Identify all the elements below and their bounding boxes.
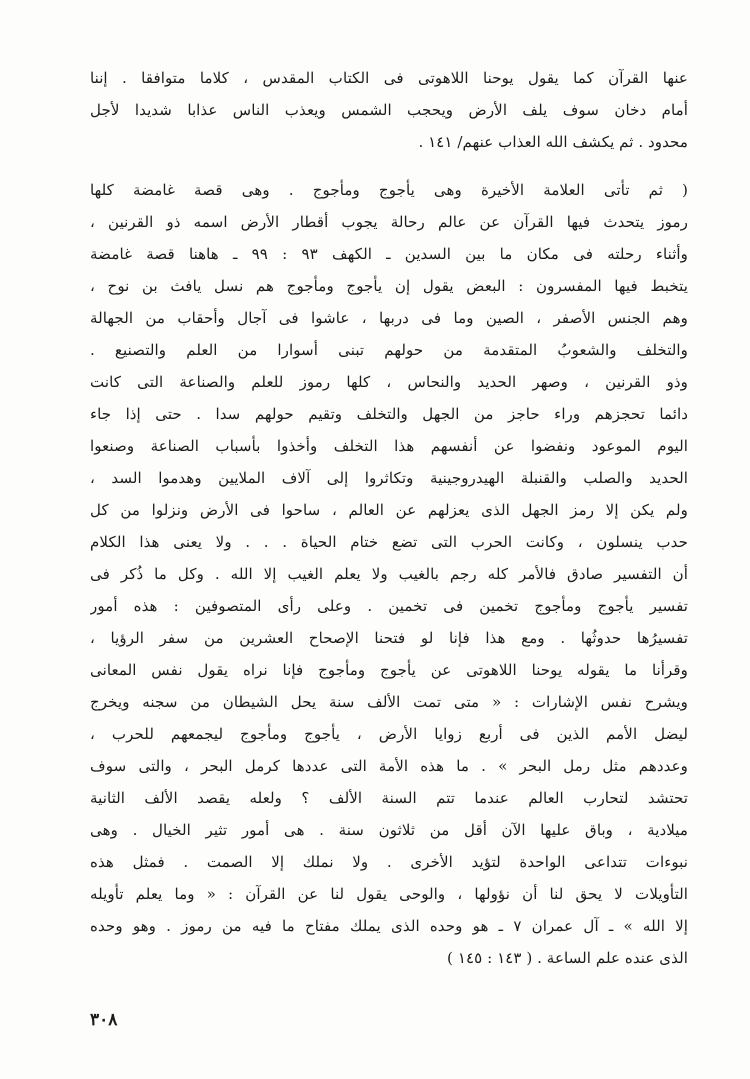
- text-line: وعددهم مثل رمل البحر » . ما هذه الأمة التى عددها كرمل البحر ، والتى سوف: [90, 757, 688, 775]
- text-line: وقرأنا ما يقوله يوحنا اللاهوتى عن يأجوج ومأجوج فإنا نراه يقول نفس المعانى: [90, 661, 688, 679]
- paragraph-1: [90, 62, 688, 158]
- text-line: الذى عنده علم الساعة . ( ١٤٣ : ١٤٥ ): [447, 949, 688, 967]
- text-line: ولم يكن إلا رمز الجهل الذى يعزلهم عن العالم ، ساحوا فى الأرض ونزلوا من كل: [90, 501, 688, 519]
- text-line: تفسير يأجوج ومأجوج تخمين فى تخمين . وعلى رأى المتصوفين : هذه أمور: [90, 597, 688, 615]
- text-line: الحديد والصلب والقنبلة الهيدروجينية وتكاثروا إلى آلاف الملايين وهدموا السد ،: [90, 469, 688, 487]
- text-line: تفسيرُها حدوثُها . ومع هذا فإنا لو فتحنا الإصحاح العشرين من سفر الرؤيا ،: [90, 629, 688, 647]
- text-line: عنها القرآن كما يقول يوحنا اللاهوتى فى الكتاب المقدس ، كلاما متوافقا . إننا: [90, 69, 688, 87]
- text-line: أمام دخان سوف يلف الأرض ويحجب الشمس ويعذب الناس عذابا شديدا لأجل: [90, 101, 688, 119]
- text-line: التأويلات لا يحق لنا أن نؤولها ، والوحى يقول لنا عن القرآن : « وما يعلم تأويله: [90, 885, 688, 903]
- text-line: تحتشد لتحارب العالم عندما تتم السنة الألف ؟ ولعله يقصد الألف الثانية: [90, 789, 688, 807]
- text-line: دائما تحجزهم وراء حاجز من الجهل والتخلف وتقيم حولهم سدا . حتى إذا جاء: [90, 405, 688, 423]
- text-line: محدود . ثم يكشف الله العذاب عنهم/ ١٤١ .: [418, 133, 688, 151]
- text-line: اليوم الموعود ونفضوا عن أنفسهم هذا التخلف وأخذوا بأسباب الصناعة وصنعوا: [90, 437, 688, 455]
- text-line: رموز يتحدث فيها القرآن عن عالم رحالة يجوب أقطار الأرض اسمه ذو القرنين ،: [90, 213, 688, 231]
- text-line: ( ثم تأتى العلامة الأخيرة وهى يأجوج ومأجوج . وهى قصة غامضة كلها: [90, 181, 688, 199]
- text-line: أن التفسير صادق فالأمر كله رجم بالغيب ولا يعلم الغيب إلا الله . وكل ما ذُكر فى: [90, 565, 688, 583]
- text-line: نبوءات تتداعى الواحدة لتؤيد الأخرى . ولا نملك إلا الصمت . فمثل هذه: [90, 853, 688, 871]
- text-line: ليضل الأمم الذين فى أربع زوايا الأرض ، يأجوج ومأجوج ليجمعهم للحرب ،: [90, 725, 688, 743]
- text-line: وهم الجنس الأصفر ، الصين وما فى دربها ، عاشوا فى آجال وأحقاب من الجهالة: [90, 309, 688, 327]
- paragraph-2: [90, 174, 688, 974]
- text-line: والتخلف والشعوبُ المتقدمة من حولهم تبنى أسوارا من العلم والتصنيع .: [90, 341, 688, 359]
- text-line: ميلادية ، وباق عليها الآن أقل من ثلاثون سنة . هى أمور تثير الخيال . وهى: [90, 821, 688, 839]
- text-line: ويشرح نفس الإشارات : « متى تمت الألف سنة يحل الشيطان من سجنه ويخرج: [90, 693, 688, 711]
- text-line: حدب ينسلون ، وكانت الحرب التى تضع ختام الحياة . . . ولا يعنى هذا الكلام: [90, 533, 688, 551]
- page-number: ٣٠٨: [90, 1010, 118, 1030]
- text-line: وأثناء رحلته فى مكان ما بين السدين ـ الكهف ٩٣ : ٩٩ ـ هاهنا قصة غامضة: [90, 245, 688, 263]
- text-line: إلا الله » ـ آل عمران ٧ ـ هو وحده الذى يملك مفتاح ما فيه من رموز . وهو وحده: [90, 917, 688, 935]
- text-line: يتخبط فيها المفسرون : البعض يقول إن يأجوج ومأجوج هم نسل يافث بن نوح ،: [90, 277, 688, 295]
- text-line: وذو القرنين ، وصهر الحديد والنحاس ، كلها رموز للعلم والصناعة التى كانت: [90, 373, 688, 391]
